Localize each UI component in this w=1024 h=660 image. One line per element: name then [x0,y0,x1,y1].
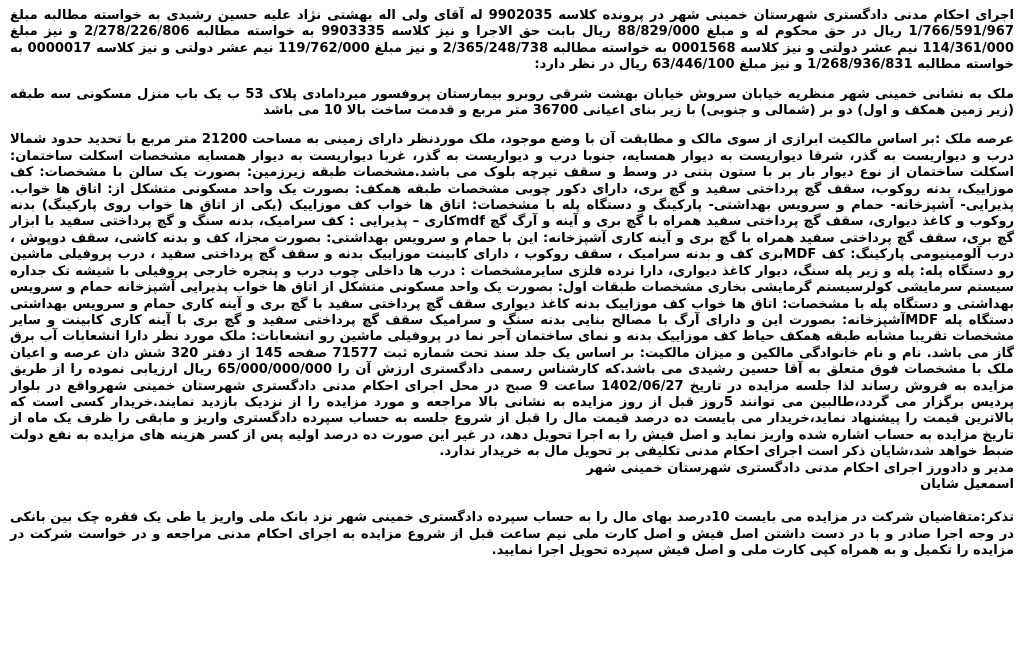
notice-reminder-paragraph: تذکر:متقاضیان شرکت در مزایده می بایست 10درصد بهای مال را به حساب سپرده دادگستری خمینی شهر نزد بانک ملی واریز یا طی یک فقره چک بین بانکی در وجه اجرا صادر و با در دست داشتن اصل فیش و اصل کارت ملی نیم ساعت قبل از شروع مزایده به اجرای احکام مدنی مراجعه و در خواست شرکت در مزایده را تکمیل و به همراه کپی کارت ملی و اصل فیش سپرده تحویل اجرا نمایید. [10,510,1015,559]
signature-name: اسمعیل شایان [920,476,1014,492]
property-details-paragraph: عرصه ملک :بر اساس مالکیت ابرازی از سوی مالک و مطابقت آن با وضع موجود، ملک موردنظر دارای زمینی به مساحت 21200 متر مربع با تحدید حدود شمالا درب و دیواریست به گذر، شرقا دیواریست به دیوار همسایه، جنوبا درب و دیواریست به گذر، غربا دیواریست به دیوار همسایه مشخصات اسکلت ساختمان: اسکلت ساختمان از نوع دیوار بار بر با ستون بتنی در وسط و سقف تیرچه بلوک می باشد.مشخصات طبقه زیرزمین: بصورت یک سالن با مشخصات: کف موزاییک، بدنه روکوب، سقف گچ پرداختی سفید و گچ بری، دارای دکور چوبی مشخصات طبقه همکف: بصورت یک واحد مسکونی متشکل از: اتاق ها خواب. پذیرایی- آشپزخانه- حمام و سرویس بهداشتی- پارکینگ و دستگاه پله با مشخصات: اتاق ها خواب کف موزاییک (یکی از اتاق ها خواب روی پارکینگ) بدنه روکوب و کاغذ دیواری، سقف گچ پرداختی سفید همراه با گچ بری و آینه و آرگ گچ mdfکاری – پذیرایی : کف سرامیک، بدنه سنگ و گچ پرداختی سفید با ابزار گچ بری، سقف گچ پرداختی سفید همراه با گچ بری و آینه کاری آشپزخانه: این با حمام و سرویس بهداشتی: بصورت مجزا، کف و بدنه کاشی، سقف دوپوش ، درب آلومینیومی پارکینگ: کف MDFبری کف و بدنه سرامیک ، سقف روکوب ، دارای کابینت موزاییک بدنه و سقف گچ پرداختی سفید ، درب پروفیلی ماشین رو دستگاه پله: پله و زیر پله سنگ، دیوار کاغذ دیواری، دارا نرده فلزی سایرمشخصات : درب ها داخلی چوب درب و پنجره خارجی پروفیلی با شیشه تک جداره سیستم سرمایشی کولرسیستم گرمایشی بخاری مشخصات طبقات اول: بصورت یک واحد مسکونی متشکل از اتاق ها خواب پذیرایی آشپزخانه حمام و سرویس بهداشتی و دستگاه پله با مشخصات: اتاق ها خواب کف موزاییک بدنه کاغذ دیواری سقف گچ پرداختی سفید با گچ بری و آینه کاری حمام و سرویس بهداشتی دستگاه پله MDFآشپزخانه: بصورت این و دارای آرگ با مصالح بنایی بدنه سنگ و سرامیک سقف گچ پرداختی سفید و گچ بری با آینه کاری کابینت و سایر مشخصات تقریبا مشابه طبقه همکف حیاط کف موزاییک بدنه و نمای ساختمان آجر نما در پروفیلی ماشین رو انشعابات: ملک مورد نظر دارا انشعابات آب برق گاز می باشد. نام و نام خانوادگی مالکین و میزان مالکیت: بر اساس یک جلد سند تحت شماره ثبت 71577 صفحه 145 از دفتر 320 شش دان عرصه و اعیان ملک با مشخصات فوق متعلق به آقا حسین رشیدی می باشد.که کارشناس رسمی دادگستری ارزش آن را 65/000/000/000 ریال ارزیابی نموده را از طریق مزایده به فروش رساند لذا جلسه مزایده در تاریخ 1402/06/27 ساعت 9 صبح در محل اجرای احکام مدنی دادگستری شهرستان خمینی شهرواقع در بلوار پردیس برگزار می گردد،طالبین می توانند 5روز قبل از روز مزایده به نشانی بالا مراجعه و مورد مزایده را از نزدیک بازدید نمایند.خریدار کسی است که بالاترین قیمت را پیشنهاد نماید،خریدار می بایست ده درصد قیمت مال را قبل از شروع جلسه به حساب سپرده دادگستری واریز و مابقی را ظرف یک ماه از تاریخ مزایده به حساب اشاره شده واریز نماید و اصل فیش را به اجرا تحویل دهد، در غیر این صورت ده درصد اولیه پس از کسر هزینه های مزایده به نفع دولت ضبط خواهد شد،شایان ذکر است اجرای احکام مدنی تکلیفی بر تحویل مال به خریدار ندارد. [10,132,1014,460]
property-address-paragraph: ملک به نشانی خمینی شهر منظریه خیابان سروش خیابان بهشت شرقی روبرو بیمارستان پروفسور میردامادی پلاک 53 ب یک باب منزل مسکونی سه طبقه (زیر زمین همکف و اول) دو بر (شمالی و جنوبی) با زیر بنای اعیانی 36700 متر مربع و قدمت ساخت بالا 10 می باشد [10,86,1014,119]
signature-title: مدیر و دادورز اجرای احکام مدنی دادگستری شهرستان خمینی شهر [586,460,1014,476]
notice-intro-paragraph: اجرای احکام مدنی دادگستری شهرستان خمینی شهر در پرونده کلاسه 9902035 له آقای ولی اله بهشتی نژاد علیه حسین رشیدی به خواسته مطالبه مبلغ 1/766/591/967 ریال در حق محکوم له و مبلغ 88/829/000 ریال بابت حق الاجرا و نیز کلاسه 9903335 به خواسته مطالبه 2/278/226/806 و نیز مبلغ 114/361/000 نیم عشر دولتی و نیز کلاسه 0001568 به خواسته مطالبه 2/365/248/738 و نیز مبلغ 119/762/000 نیم عشر دولتی و نیز کلاسه 0000017 به خواسته مطالبه 1/268/936/831 و نیز مبلغ 63/446/100 ریال در نظر دارد: [10,8,1015,73]
